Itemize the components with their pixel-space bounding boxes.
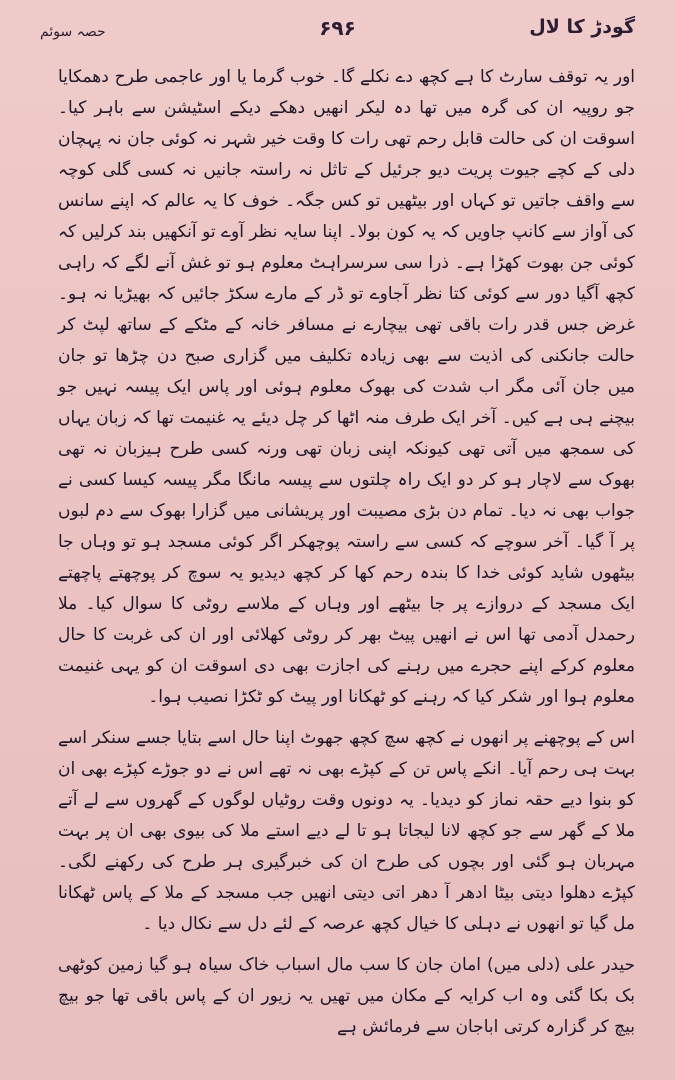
running-head: گودڑ کا لال [529,16,635,38]
page-number: ۶۹۶ [319,16,356,40]
paragraph-2: اس کے پوچھنے پر انھوں نے کچھ سچ کچھ جھوٹ اپنا حال اسے بتایا جسے سنکر اسے بہت ہی رحم آیا۔ انکے پاس تن کے کپڑے بھی نہ تھے اس نے دو جوڑے کپڑے بھی ان کو بنوا دیے حقہ نماز کو دیدیا۔ یہ دونوں وقت روٹیاں لوگوں کے گھروں سے لے آتے ملا کے گھر سے جو کچھ لانا لیجاتا ہو تا لے دیے استے ملا کی بیوی بھی ان پر بہت مہربان ہو گئی اور بچوں کی طرح ان کی خبرگیری ہر طرح کی رکھنے لگی۔ کپڑے دھلوا دیتی بیٹا ادھر آ دھر اتی دیتی انھیں جب مسجد کے ملا کے پاس ٹھکانا مل گیا تو انھوں نے دہلی کا خیال کچھ عرصہ کے لئے دل سے نکال دیا ۔ [58,728,635,934]
page-body [58,62,635,1070]
page-header [40,14,635,54]
paragraph-3: حیدر علی (دلی میں) امان جان کا سب مال اسباب خاک سیاہ ہو گیا زمین کوٹھی بک بکا گئی وہ اب کرایہ کے مکان میں تھیں یہ زیور ان کے پاس باقی تھا جو بیچ بیچ کر گزارہ کرتی اباجان سے فرمائش ہے [58,955,635,1037]
part-label: حصہ سوئم [40,24,106,40]
paragraph-1: اور یہ توقف سارٹ کا ہے کچھ دے نکلے گا۔ خوب گرما یا اور عاجمی طرح دھمکایا جو روپیہ ان کی گرہ میں تھا دہ لیکر انھیں دھکے دیکے اسٹیشن سے باہر کیا۔ اسوقت ان کی حالت قابل رحم تھی رات کا وقت خیر شہر نہ کوئی جان نہ پہچان دلی کے کچے جیوت پریت دیو جرئیل کے تاثل نہ راستہ جانیں نہ کسی گلی کوچہ سے واقف جاتیں تو کہاں اور بیٹھیں تو کس جگہ۔ خوف کا یہ عالم کہ اپنے سانس کی آواز سے کانپ جاویں کہ یہ کون بولا۔ اپنا سایہ نظر آوے تو آنکھیں بند کرلیں کہ کوئی جن بھوت کھڑا ہے۔ ذرا سی سرسراہٹ معلوم ہو تو غش آنے لگے کہ راہی کچھ آگیا دور سے کوئی کتا نظر آجاوے تو ڈر کے مارے سکڑ جائیں کہ بھیڑیا نہ ہو۔ غرض جس قدر رات باقی تھی بیچارے نے مسافر خانہ کے مٹکے کے ساتھ لپٹ کر حالت جانکنی کی اذیت سے بھی زیادہ تکلیف میں گزاری صبح دن چڑھا تو جان میں جان آئی مگر اب شدت کی بھوک معلوم ہوئی اور پاس ایک پیسہ نہیں جو بیچنے ہی ہے کیں۔ آخر ایک طرف منہ اٹھا کر چل دیئے یہ غنیمت تھا کہ زبان یہاں کی سمجھ میں آتی تھی کیونکہ اپنی زبان تھی ورنہ کسی طرح ہیزبان نہ تھی بھوک سے لاچار ہو کر دو ایک راہ چلتوں سے پیسہ مانگا مگر پیسہ کیسا کسی نے جواب بھی نہ دیا۔ تمام دن بڑی مصیبت اور پریشانی میں گزارا بھوک سے دم لبوں پر آ گیا۔ آخر سوچے کہ کسی سے راستہ پوچھکر اگر کوئی مسجد ہو تو وہاں جا بیٹھوں شاید کوئی خدا کا بندہ رحم کھا کر کچھ دیدیو یہ سوچ کر پوچھتے پاچھتے ایک مسجد کے دروازے پر جا بیٹھے اور وہاں کے ملاسے روٹی کا سوال کیا۔ ملا رحمدل آدمی تھا اس نے انھیں پیٹ بھر کر روٹی کھلائی اور ان کی غربت کا حال معلوم کرکے اپنے حجرے میں رہنے کی اجازت بھی دی اسوقت ان کو یہی غنیمت معلوم ہوا اور شکر کیا کہ رہنے کو ٹھکانا اور پیٹ کو ٹکڑا نصیب ہوا۔ [58,67,635,707]
